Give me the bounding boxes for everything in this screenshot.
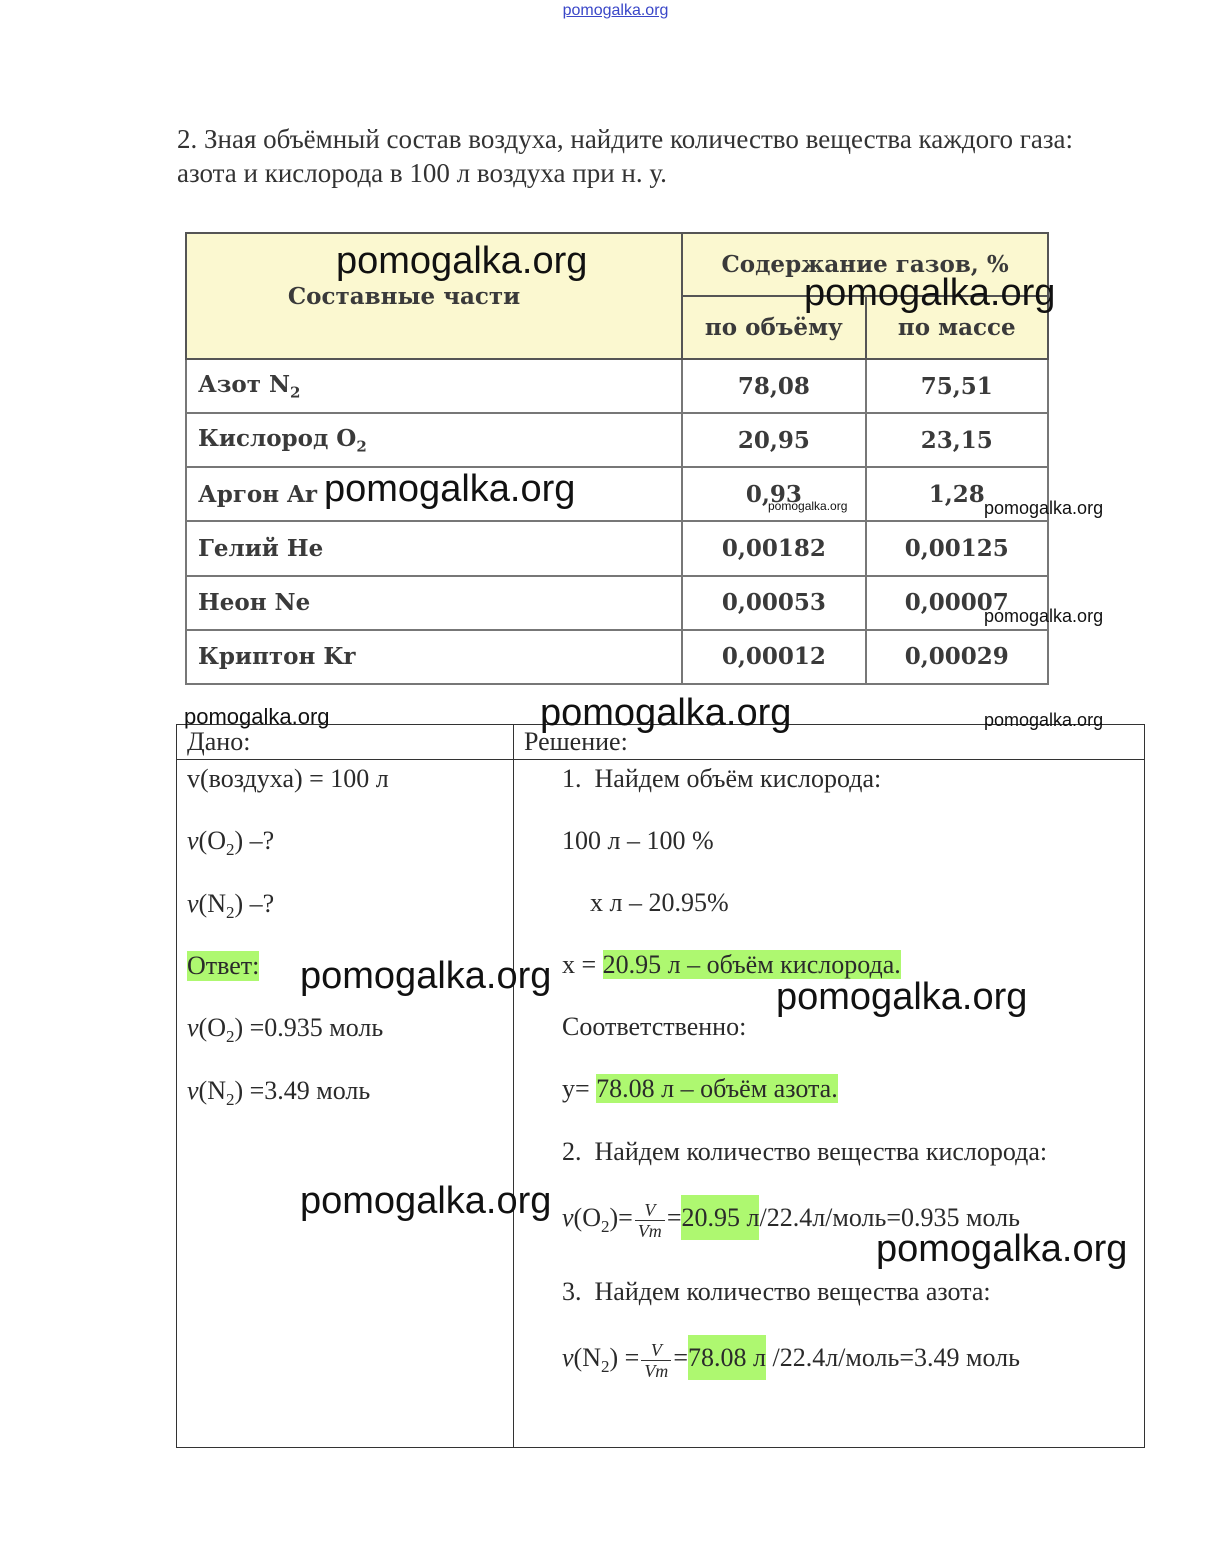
table-row — [186, 521, 1048, 575]
given-o2-question: $\nu(O_2)$ –? — [187, 826, 275, 860]
volume-cell: 20,95 — [682, 413, 865, 467]
watermark: pomogalka.org — [184, 704, 330, 729]
fraction-v-over-vm: $\frac{V}{Vm}$ — [641, 1340, 671, 1381]
nitrogen-amount-formula: $\nu(N_2)$ = $\frac{V}{Vm}$ =78.08 л /22.4л/моль=3.49 моль — [562, 1334, 1020, 1391]
watermark: pomogalka.org — [540, 692, 792, 734]
step-1: 1. Найдем объём кислорода: — [562, 764, 882, 793]
step-2: 2. Найдем количество вещества кислорода: — [562, 1137, 1048, 1166]
given-header: Дано: — [177, 725, 514, 760]
gas-name: Гелий He — [186, 521, 682, 575]
solution-table — [176, 724, 1145, 1448]
watermark: pomogalka.org — [336, 240, 588, 282]
mass-cell: 1,28 — [866, 467, 1048, 521]
header-volume: по объёму — [682, 296, 865, 359]
table-row — [186, 576, 1048, 630]
fraction-v-over-vm: $\frac{V}{Vm}$ — [635, 1200, 665, 1241]
volume-cell: 0,00182 — [682, 521, 865, 575]
oxygen-volume-result: x = 20.95 л – объём кислорода. — [562, 950, 901, 979]
mass-cell: 0,00029 — [866, 630, 1048, 684]
volume-cell: 0,93 — [682, 467, 865, 521]
table-row — [186, 413, 1048, 467]
watermark: pomogalka.org — [984, 710, 1104, 730]
mass-cell: 23,15 — [866, 413, 1048, 467]
task-line-1: 2. Зная объёмный состав воздуха, найдите количество вещества каждого газа: — [177, 124, 1073, 154]
gas-subscript: 2 — [356, 437, 367, 456]
accordingly-text: Соответственно: — [562, 1012, 747, 1041]
gas-name: Кислород O — [198, 424, 357, 452]
mass-cell: 0,00007 — [866, 576, 1048, 630]
proportion-line-1: 100 л – 100 % — [562, 826, 714, 855]
table-row — [186, 630, 1048, 684]
watermark: pomogalka.org — [324, 468, 576, 510]
table-row — [186, 467, 1048, 521]
step-3: 3. Найдем количество вещества азота: — [562, 1277, 991, 1306]
volume-cell: 0,00012 — [682, 630, 865, 684]
answer-label: Ответ: — [187, 951, 260, 980]
volume-cell: 0,00053 — [682, 576, 865, 630]
task-line-2: азота и кислорода в 100 л воздуха при н. у. — [177, 158, 667, 188]
nitrogen-volume-result: y= 78.08 л – объём азота. — [562, 1074, 838, 1103]
proportion-line-2: х л – 20.95% — [590, 888, 729, 917]
gas-subscript: 2 — [290, 383, 301, 402]
watermark: pomogalka.org — [876, 1228, 1128, 1270]
watermark: pomogalka.org — [804, 272, 1056, 314]
solution-column — [514, 760, 1145, 1448]
solution-header: Решение: — [514, 725, 1145, 760]
header-content: Содержание газов, % — [682, 233, 1048, 296]
gas-name: Аргон Ar — [198, 480, 318, 508]
header-parts: Составные части — [186, 233, 682, 359]
task-statement — [177, 122, 1167, 190]
table-row — [186, 359, 1048, 413]
watermark: pomogalka.org — [300, 955, 552, 997]
volume-cell: 78,08 — [682, 359, 865, 413]
mass-cell: 75,51 — [866, 359, 1048, 413]
watermark: pomogalka.org — [984, 606, 1104, 626]
mass-cell: 0,00125 — [866, 521, 1048, 575]
gas-name: Неон Ne — [186, 576, 682, 630]
gas-name: Азот N — [198, 370, 291, 398]
watermark: pomogalka.org — [776, 976, 1028, 1018]
watermark: pomogalka.org — [984, 498, 1104, 518]
top-site-link[interactable]: pomogalka.org — [562, 2, 669, 19]
gas-name: Криптон Kr — [186, 630, 682, 684]
oxygen-amount-formula: $\nu(O_2)=$ $\frac{V}{Vm}$ =20.95 л/22.4л/моль=0.935 моль — [562, 1194, 1020, 1251]
given-air-volume: v(воздуха) = 100 л — [187, 764, 389, 793]
answer-o2: $\nu(O_2) =0.935$ моль — [187, 1013, 384, 1047]
answer-n2: $\nu(N_2) =3.49$ моль — [187, 1076, 371, 1110]
given-column — [177, 760, 514, 1448]
watermark: pomogalka.org — [768, 499, 848, 513]
watermark: pomogalka.org — [300, 1180, 552, 1222]
given-n2-question: $\nu(N_2)$ –? — [187, 889, 275, 923]
header-mass: по массе — [866, 296, 1048, 359]
